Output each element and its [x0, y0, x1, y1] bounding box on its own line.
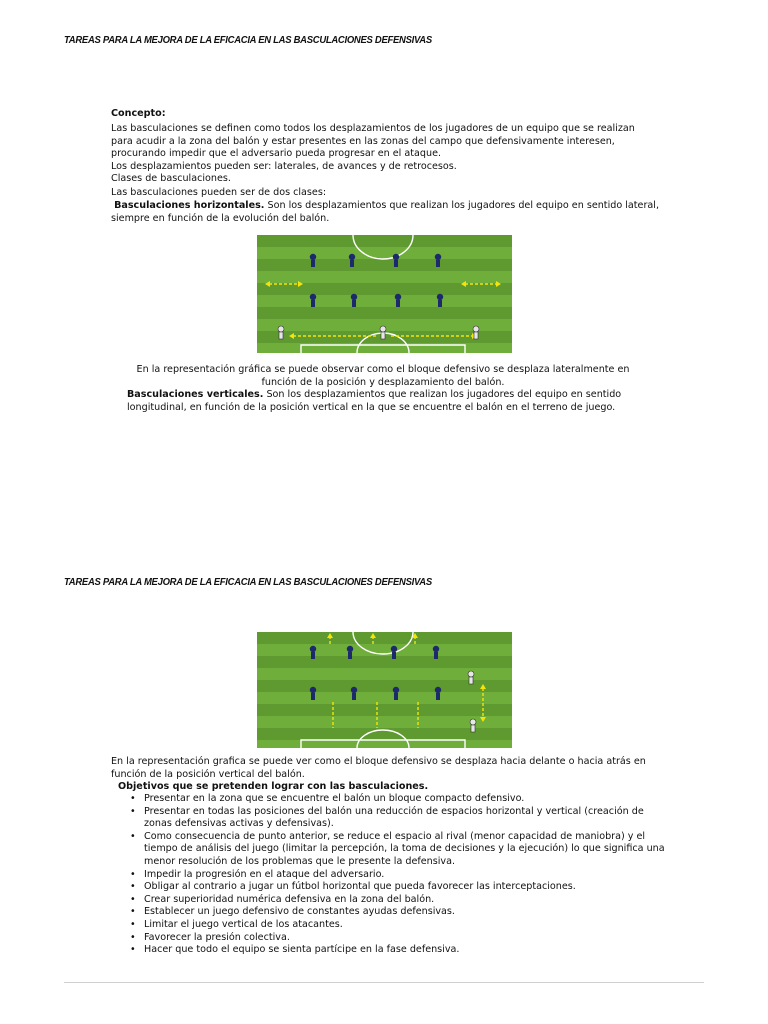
list-item: • Crear superioridad numérica defensiva en la zona del balón.	[127, 894, 667, 907]
page-header: TAREAS PARA LA MEJORA DE LA EFICACIA EN LAS BASCULACIONES DEFENSIVAS	[64, 34, 432, 46]
concept-text: Las basculaciones se definen como todos los desplazamientos de los jugadores de un equipo que se realizan para acudir a la zona del balón y estar presentes en las zonas del campo que defensivamente interesen, procurando impedir que el adversario pueda progresar en el ataque.	[111, 123, 635, 160]
objectives-title: Objetivos que se pretenden lograr con las basculaciones.	[118, 781, 429, 792]
field-diagram-horizontal	[257, 235, 512, 353]
horizontal-paragraph	[111, 200, 659, 225]
list-item: • Hacer que todo el equipo se sienta partícipe en la fase defensiva.	[127, 944, 667, 957]
list-item: • Establecer un juego defensivo de constantes ayudas defensivas.	[127, 906, 667, 919]
list-item: • Como consecuencia de punto anterior, se reduce el espacio al rival (menor capacidad de maniobra) y el tiempo de análisis del juego (limitar la percepción, la toma de decisiones y la ejecución) lo que significa una menor resolución de los problemas que le presente la defensiva.	[127, 831, 667, 869]
footer-divider	[64, 982, 704, 983]
vertical-text: Son los desplazamientos que realizan los jugadores del equipo en sentido longitudinal, en función de la posición vertical en la que se encuentre el balón en el terreno de juego.	[127, 389, 622, 413]
list-item: • Limitar el juego vertical de los atacantes.	[127, 919, 667, 932]
vertical-paragraph	[127, 389, 657, 414]
page-header-2: TAREAS PARA LA MEJORA DE LA EFICACIA EN LAS BASCULACIONES DEFENSIVAS	[64, 576, 432, 588]
horizontal-title: Basculaciones horizontales.	[114, 200, 265, 211]
classes-line: Clases de basculaciones.	[111, 173, 231, 184]
types-line: Los desplazamientos pueden ser: laterales, de avances y de retrocesos.	[111, 161, 457, 172]
horizontal-text: Son los desplazamientos que realizan los jugadores del equipo en sentido lateral, siempre en función de la evolución del balón.	[111, 200, 659, 224]
caption-horizontal: En la representación gráfica se puede observar como el bloque defensivo se desplaza lateralmente en función de la posición y desplazamiento del balón.	[136, 364, 630, 388]
horizontal-basculation-figure	[257, 235, 512, 353]
vertical-title: Basculaciones verticales.	[127, 389, 264, 400]
list-item: • Impedir la progresión en el ataque del adversario.	[127, 869, 667, 882]
list-item: • Obligar al contrario a jugar un fútbol horizontal que pueda favorecer las interceptaciones.	[127, 881, 667, 894]
concept-title: Concepto:	[111, 108, 166, 119]
field-diagram-vertical	[257, 632, 512, 748]
vertical-basculation-figure	[257, 632, 512, 748]
list-item: • Presentar en todas las posiciones del balón una reducción de espacios horizontal y vertical (creación de zonas defensivas activas y defensivas).	[127, 806, 667, 831]
list-item: • Favorecer la presión colectiva.	[127, 932, 667, 945]
two-classes-line: Las basculaciones pueden ser de dos clases:	[111, 187, 327, 198]
objectives-list	[127, 793, 667, 957]
list-item: • Presentar en la zona que se encuentre el balón un bloque compacto defensivo.	[127, 793, 667, 806]
caption-vertical: En la representación grafica se puede ver como el bloque defensivo se desplaza hacia delante o hacia atrás en función de la posición vertical del balón.	[111, 756, 646, 780]
